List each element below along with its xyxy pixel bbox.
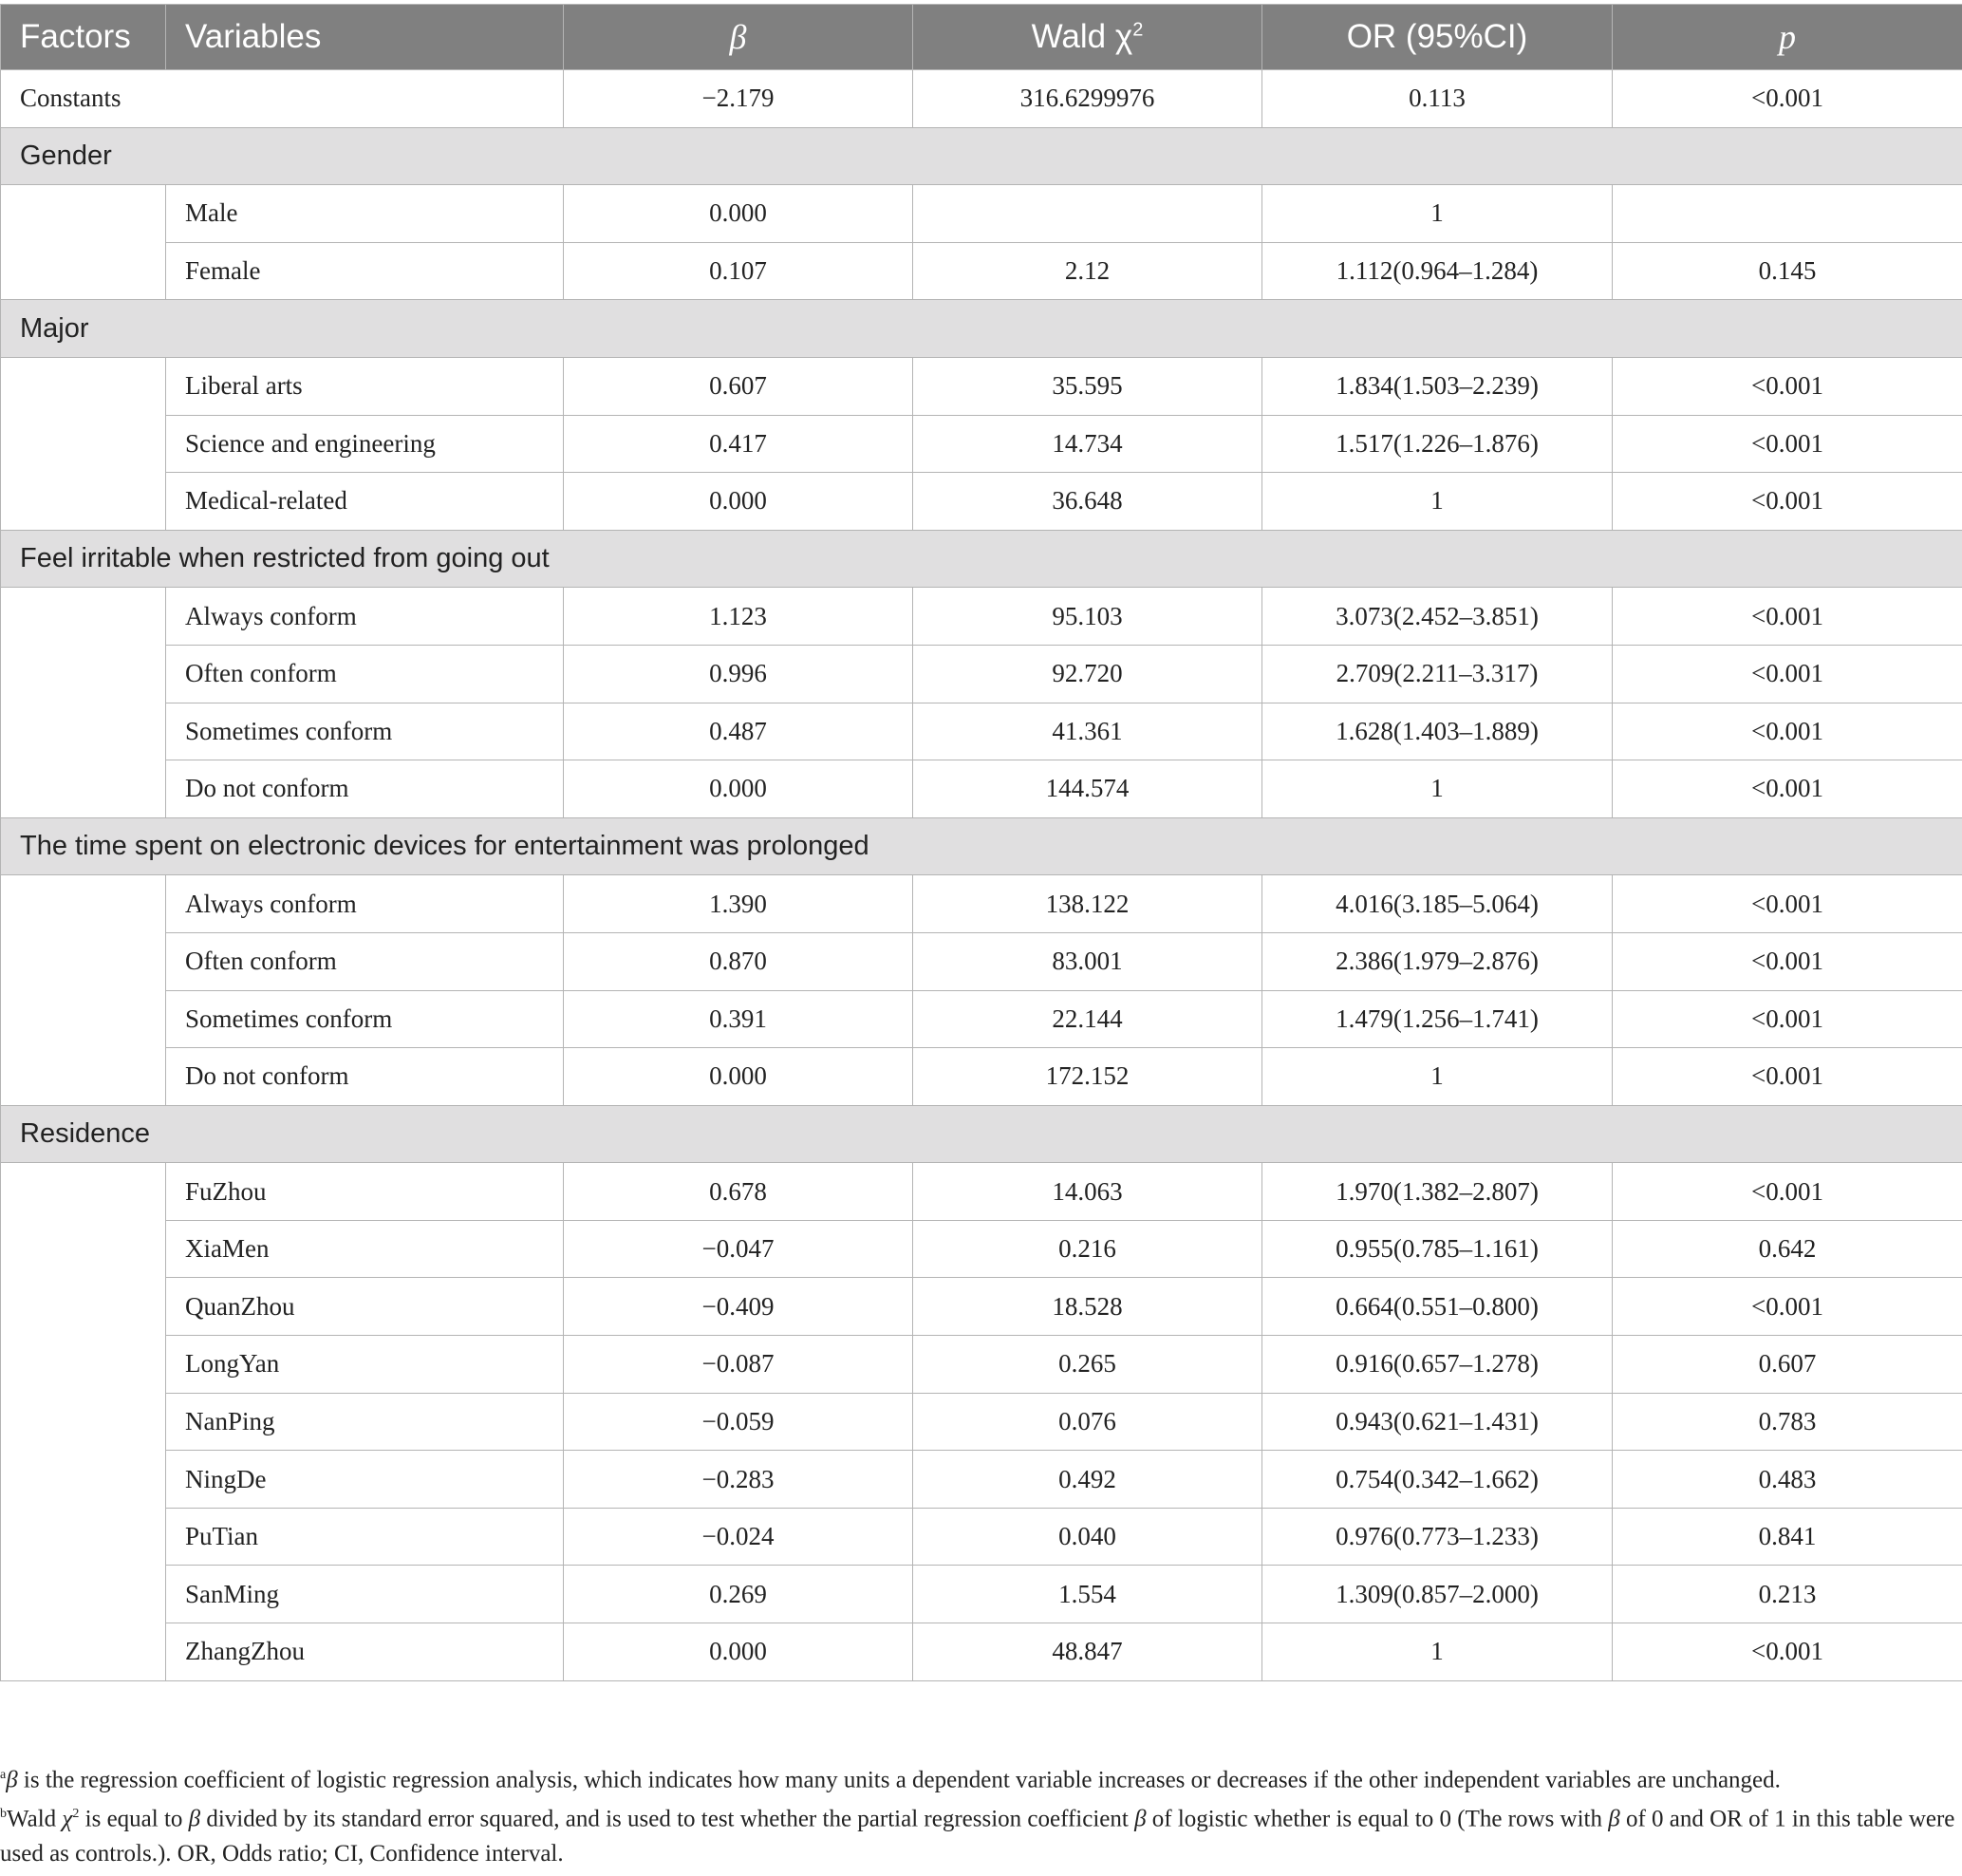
footnote-b-marker: b — [0, 1807, 7, 1822]
or-cell: 0.754(0.342–1.662) — [1262, 1451, 1613, 1509]
table-row — [1, 242, 1962, 300]
variable-cell: Always conform — [166, 875, 564, 933]
p-cell: 0.483 — [1613, 1451, 1962, 1509]
or-cell: 1.309(0.857–2.000) — [1262, 1566, 1613, 1623]
p-cell: <0.001 — [1613, 1163, 1962, 1221]
beta-cell: 0.417 — [564, 415, 913, 473]
factor-blank-cell — [1, 1623, 166, 1681]
beta-cell: 1.390 — [564, 875, 913, 933]
wald-cell: 138.122 — [913, 875, 1262, 933]
table-row — [1, 1451, 1962, 1509]
beta-cell: 0.107 — [564, 242, 913, 300]
table-row — [1, 1393, 1962, 1451]
variable-cell: Always conform — [166, 588, 564, 646]
wald-cell: 144.574 — [913, 760, 1262, 818]
wald-cell: 83.001 — [913, 932, 1262, 990]
p-cell: <0.001 — [1613, 357, 1962, 415]
wald-cell — [913, 185, 1262, 243]
factor-blank-cell — [1, 1163, 166, 1221]
group-title: The time spent on electronic devices for entertainment was prolonged — [1, 817, 1962, 875]
beta-cell: 0.000 — [564, 473, 913, 531]
beta-cell: 0.000 — [564, 1048, 913, 1106]
footnote-b-beta3: β — [1608, 1806, 1620, 1832]
or-cell: 1 — [1262, 1623, 1613, 1681]
table-row — [1, 1163, 1962, 1221]
footnote-a-beta: β — [6, 1767, 18, 1793]
p-cell: <0.001 — [1613, 588, 1962, 646]
wald-cell: 41.361 — [913, 703, 1262, 760]
table-row — [1, 357, 1962, 415]
beta-cell: 0.607 — [564, 357, 913, 415]
wald-cell: 36.648 — [913, 473, 1262, 531]
footnote-a — [0, 1758, 1955, 1797]
factor-blank-cell — [1, 932, 166, 990]
table-row — [1, 1508, 1962, 1566]
beta-cell: 0.000 — [564, 185, 913, 243]
beta-cell: −0.047 — [564, 1220, 913, 1278]
or-cell: 1.834(1.503–2.239) — [1262, 357, 1613, 415]
or-cell: 1.628(1.403–1.889) — [1262, 703, 1613, 760]
factor-blank-cell — [1, 1566, 166, 1623]
table-row — [1, 875, 1962, 933]
beta-cell: 0.996 — [564, 645, 913, 703]
wald-cell: 0.265 — [913, 1336, 1262, 1394]
footnote-b-text3: of logistic whether is equal to 0 (The rows with — [1146, 1806, 1609, 1832]
header-variables: Variables — [166, 5, 564, 70]
or-cell: 0.976(0.773–1.233) — [1262, 1508, 1613, 1566]
footnote-b — [0, 1797, 1955, 1870]
wald-cell: 35.595 — [913, 357, 1262, 415]
table-row — [1, 1623, 1962, 1681]
or-cell: 1 — [1262, 1048, 1613, 1106]
group-header-row — [1, 127, 1962, 185]
factor-blank-cell — [1, 1393, 166, 1451]
p-cell: <0.001 — [1613, 473, 1962, 531]
or-cell: 1.517(1.226–1.876) — [1262, 415, 1613, 473]
variable-cell: Do not conform — [166, 1048, 564, 1106]
or-cell: 1 — [1262, 473, 1613, 531]
variable-cell: Female — [166, 242, 564, 300]
header-beta — [564, 5, 913, 70]
factor-blank-cell — [1, 242, 166, 300]
beta-cell: 0.487 — [564, 703, 913, 760]
variable-cell: ZhangZhou — [166, 1623, 564, 1681]
p-cell: <0.001 — [1613, 760, 1962, 818]
or-cell: 0.943(0.621–1.431) — [1262, 1393, 1613, 1451]
wald-cell: 0.492 — [913, 1451, 1262, 1509]
wald-cell: 48.847 — [913, 1623, 1262, 1681]
header-wald-label: Wald χ — [1031, 18, 1133, 55]
beta-cell: 0.269 — [564, 1566, 913, 1623]
constants-wald: 316.6299976 — [913, 70, 1262, 128]
table-row — [1, 1566, 1962, 1623]
footnotes — [0, 1758, 1955, 1871]
footnote-b-beta2: β — [1134, 1806, 1147, 1832]
footnote-b-chi: χ — [62, 1806, 73, 1832]
factor-blank-cell — [1, 1278, 166, 1336]
or-cell: 1 — [1262, 760, 1613, 818]
factor-blank-cell — [1, 645, 166, 703]
factor-blank-cell — [1, 703, 166, 760]
group-header-row — [1, 300, 1962, 358]
regression-table-container — [0, 4, 1962, 1681]
variable-cell: Science and engineering — [166, 415, 564, 473]
p-cell: 0.841 — [1613, 1508, 1962, 1566]
p-cell: <0.001 — [1613, 1278, 1962, 1336]
factor-blank-cell — [1, 1220, 166, 1278]
table-row — [1, 1278, 1962, 1336]
group-title: Feel irritable when restricted from going out — [1, 530, 1962, 588]
or-cell: 1.112(0.964–1.284) — [1262, 242, 1613, 300]
beta-cell: 0.391 — [564, 990, 913, 1048]
variable-cell: NingDe — [166, 1451, 564, 1509]
p-cell — [1613, 185, 1962, 243]
variable-cell: Liberal arts — [166, 357, 564, 415]
p-cell: 0.145 — [1613, 242, 1962, 300]
group-title: Major — [1, 300, 1962, 358]
variable-cell: PuTian — [166, 1508, 564, 1566]
table-row — [1, 1048, 1962, 1106]
variable-cell: Sometimes conform — [166, 703, 564, 760]
factor-blank-cell — [1, 1048, 166, 1106]
header-beta-symbol: β — [729, 18, 747, 56]
variable-cell: NanPing — [166, 1393, 564, 1451]
footnote-b-text1: is equal to — [79, 1806, 189, 1832]
p-cell: 0.213 — [1613, 1566, 1962, 1623]
group-header-row — [1, 530, 1962, 588]
factor-blank-cell — [1, 415, 166, 473]
beta-cell: −0.087 — [564, 1336, 913, 1394]
wald-cell: 0.076 — [913, 1393, 1262, 1451]
beta-cell: −0.059 — [564, 1393, 913, 1451]
header-or: OR (95%CI) — [1262, 5, 1613, 70]
footnote-b-text4: of 0 and OR of 1 in this table were used as controls.). OR, Odds ratio; CI, Confidence interval. — [0, 1806, 1955, 1867]
footnote-b-text2: divided by its standard error squared, and is used to test whether the partial regression coefficient — [200, 1806, 1135, 1832]
or-cell: 3.073(2.452–3.851) — [1262, 588, 1613, 646]
or-cell: 2.709(2.211–3.317) — [1262, 645, 1613, 703]
table-row — [1, 1220, 1962, 1278]
p-cell: <0.001 — [1613, 703, 1962, 760]
beta-cell: −0.283 — [564, 1451, 913, 1509]
wald-cell: 2.12 — [913, 242, 1262, 300]
table-row — [1, 760, 1962, 818]
table-row — [1, 990, 1962, 1048]
table-row — [1, 588, 1962, 646]
variable-cell: FuZhou — [166, 1163, 564, 1221]
footnote-b-sup: 2 — [72, 1807, 80, 1822]
table-row — [1, 185, 1962, 243]
p-cell: 0.783 — [1613, 1393, 1962, 1451]
or-cell: 0.955(0.785–1.161) — [1262, 1220, 1613, 1278]
wald-cell: 14.734 — [913, 415, 1262, 473]
or-cell: 0.916(0.657–1.278) — [1262, 1336, 1613, 1394]
variable-cell: Often conform — [166, 645, 564, 703]
variable-cell: SanMing — [166, 1566, 564, 1623]
beta-cell: 0.000 — [564, 760, 913, 818]
wald-cell: 1.554 — [913, 1566, 1262, 1623]
beta-cell: −0.409 — [564, 1278, 913, 1336]
or-cell: 1.479(1.256–1.741) — [1262, 990, 1613, 1048]
factor-blank-cell — [1, 473, 166, 531]
p-cell: <0.001 — [1613, 990, 1962, 1048]
wald-cell: 22.144 — [913, 990, 1262, 1048]
group-title: Residence — [1, 1105, 1962, 1163]
variable-cell: QuanZhou — [166, 1278, 564, 1336]
footnote-b-beta1: β — [188, 1806, 201, 1832]
constants-or: 0.113 — [1262, 70, 1613, 128]
wald-cell: 172.152 — [913, 1048, 1262, 1106]
p-cell: <0.001 — [1613, 875, 1962, 933]
header-p-symbol: p — [1779, 18, 1796, 56]
variable-cell: LongYan — [166, 1336, 564, 1394]
wald-cell: 0.040 — [913, 1508, 1262, 1566]
header-factors: Factors — [1, 5, 166, 70]
variable-cell: Sometimes conform — [166, 990, 564, 1048]
constants-beta: −2.179 — [564, 70, 913, 128]
wald-cell: 0.216 — [913, 1220, 1262, 1278]
or-cell: 1 — [1262, 185, 1613, 243]
wald-cell: 95.103 — [913, 588, 1262, 646]
logistic-regression-table — [0, 4, 1962, 1681]
variable-cell: Medical-related — [166, 473, 564, 531]
footnote-a-marker: a — [0, 1768, 7, 1782]
variable-cell: Male — [166, 185, 564, 243]
wald-cell: 92.720 — [913, 645, 1262, 703]
beta-cell: −0.024 — [564, 1508, 913, 1566]
constants-label: Constants — [1, 70, 564, 128]
constants-row — [1, 70, 1962, 128]
factor-blank-cell — [1, 357, 166, 415]
factor-blank-cell — [1, 588, 166, 646]
header-wald-sup: 2 — [1132, 19, 1144, 41]
or-cell: 0.664(0.551–0.800) — [1262, 1278, 1613, 1336]
or-cell: 4.016(3.185–5.064) — [1262, 875, 1613, 933]
table-header-row — [1, 5, 1962, 70]
table-row — [1, 473, 1962, 531]
table-row — [1, 645, 1962, 703]
factor-blank-cell — [1, 185, 166, 243]
wald-cell: 14.063 — [913, 1163, 1262, 1221]
table-row — [1, 703, 1962, 760]
factor-blank-cell — [1, 1451, 166, 1509]
footnote-b-prefix: Wald — [7, 1806, 63, 1832]
p-cell: <0.001 — [1613, 932, 1962, 990]
constants-p: <0.001 — [1613, 70, 1962, 128]
table-row — [1, 415, 1962, 473]
group-title: Gender — [1, 127, 1962, 185]
beta-cell: 1.123 — [564, 588, 913, 646]
variable-cell: Do not conform — [166, 760, 564, 818]
table-row — [1, 1336, 1962, 1394]
table-row — [1, 932, 1962, 990]
header-wald — [913, 5, 1262, 70]
p-cell: <0.001 — [1613, 415, 1962, 473]
beta-cell: 0.000 — [564, 1623, 913, 1681]
wald-cell: 18.528 — [913, 1278, 1262, 1336]
table-body — [1, 70, 1962, 1681]
group-header-row — [1, 817, 1962, 875]
beta-cell: 0.870 — [564, 932, 913, 990]
variable-cell: XiaMen — [166, 1220, 564, 1278]
p-cell: <0.001 — [1613, 645, 1962, 703]
or-cell: 1.970(1.382–2.807) — [1262, 1163, 1613, 1221]
factor-blank-cell — [1, 990, 166, 1048]
factor-blank-cell — [1, 875, 166, 933]
factor-blank-cell — [1, 1508, 166, 1566]
factor-blank-cell — [1, 760, 166, 818]
factor-blank-cell — [1, 1336, 166, 1394]
beta-cell: 0.678 — [564, 1163, 913, 1221]
variable-cell: Often conform — [166, 932, 564, 990]
p-cell: <0.001 — [1613, 1623, 1962, 1681]
p-cell: 0.642 — [1613, 1220, 1962, 1278]
group-header-row — [1, 1105, 1962, 1163]
header-p — [1613, 5, 1962, 70]
or-cell: 2.386(1.979–2.876) — [1262, 932, 1613, 990]
p-cell: 0.607 — [1613, 1336, 1962, 1394]
p-cell: <0.001 — [1613, 1048, 1962, 1106]
footnote-a-text: is the regression coefficient of logistic regression analysis, which indicates how many units a dependent variable increases or decreases if the other independent variables are unchanged. — [17, 1767, 1781, 1793]
